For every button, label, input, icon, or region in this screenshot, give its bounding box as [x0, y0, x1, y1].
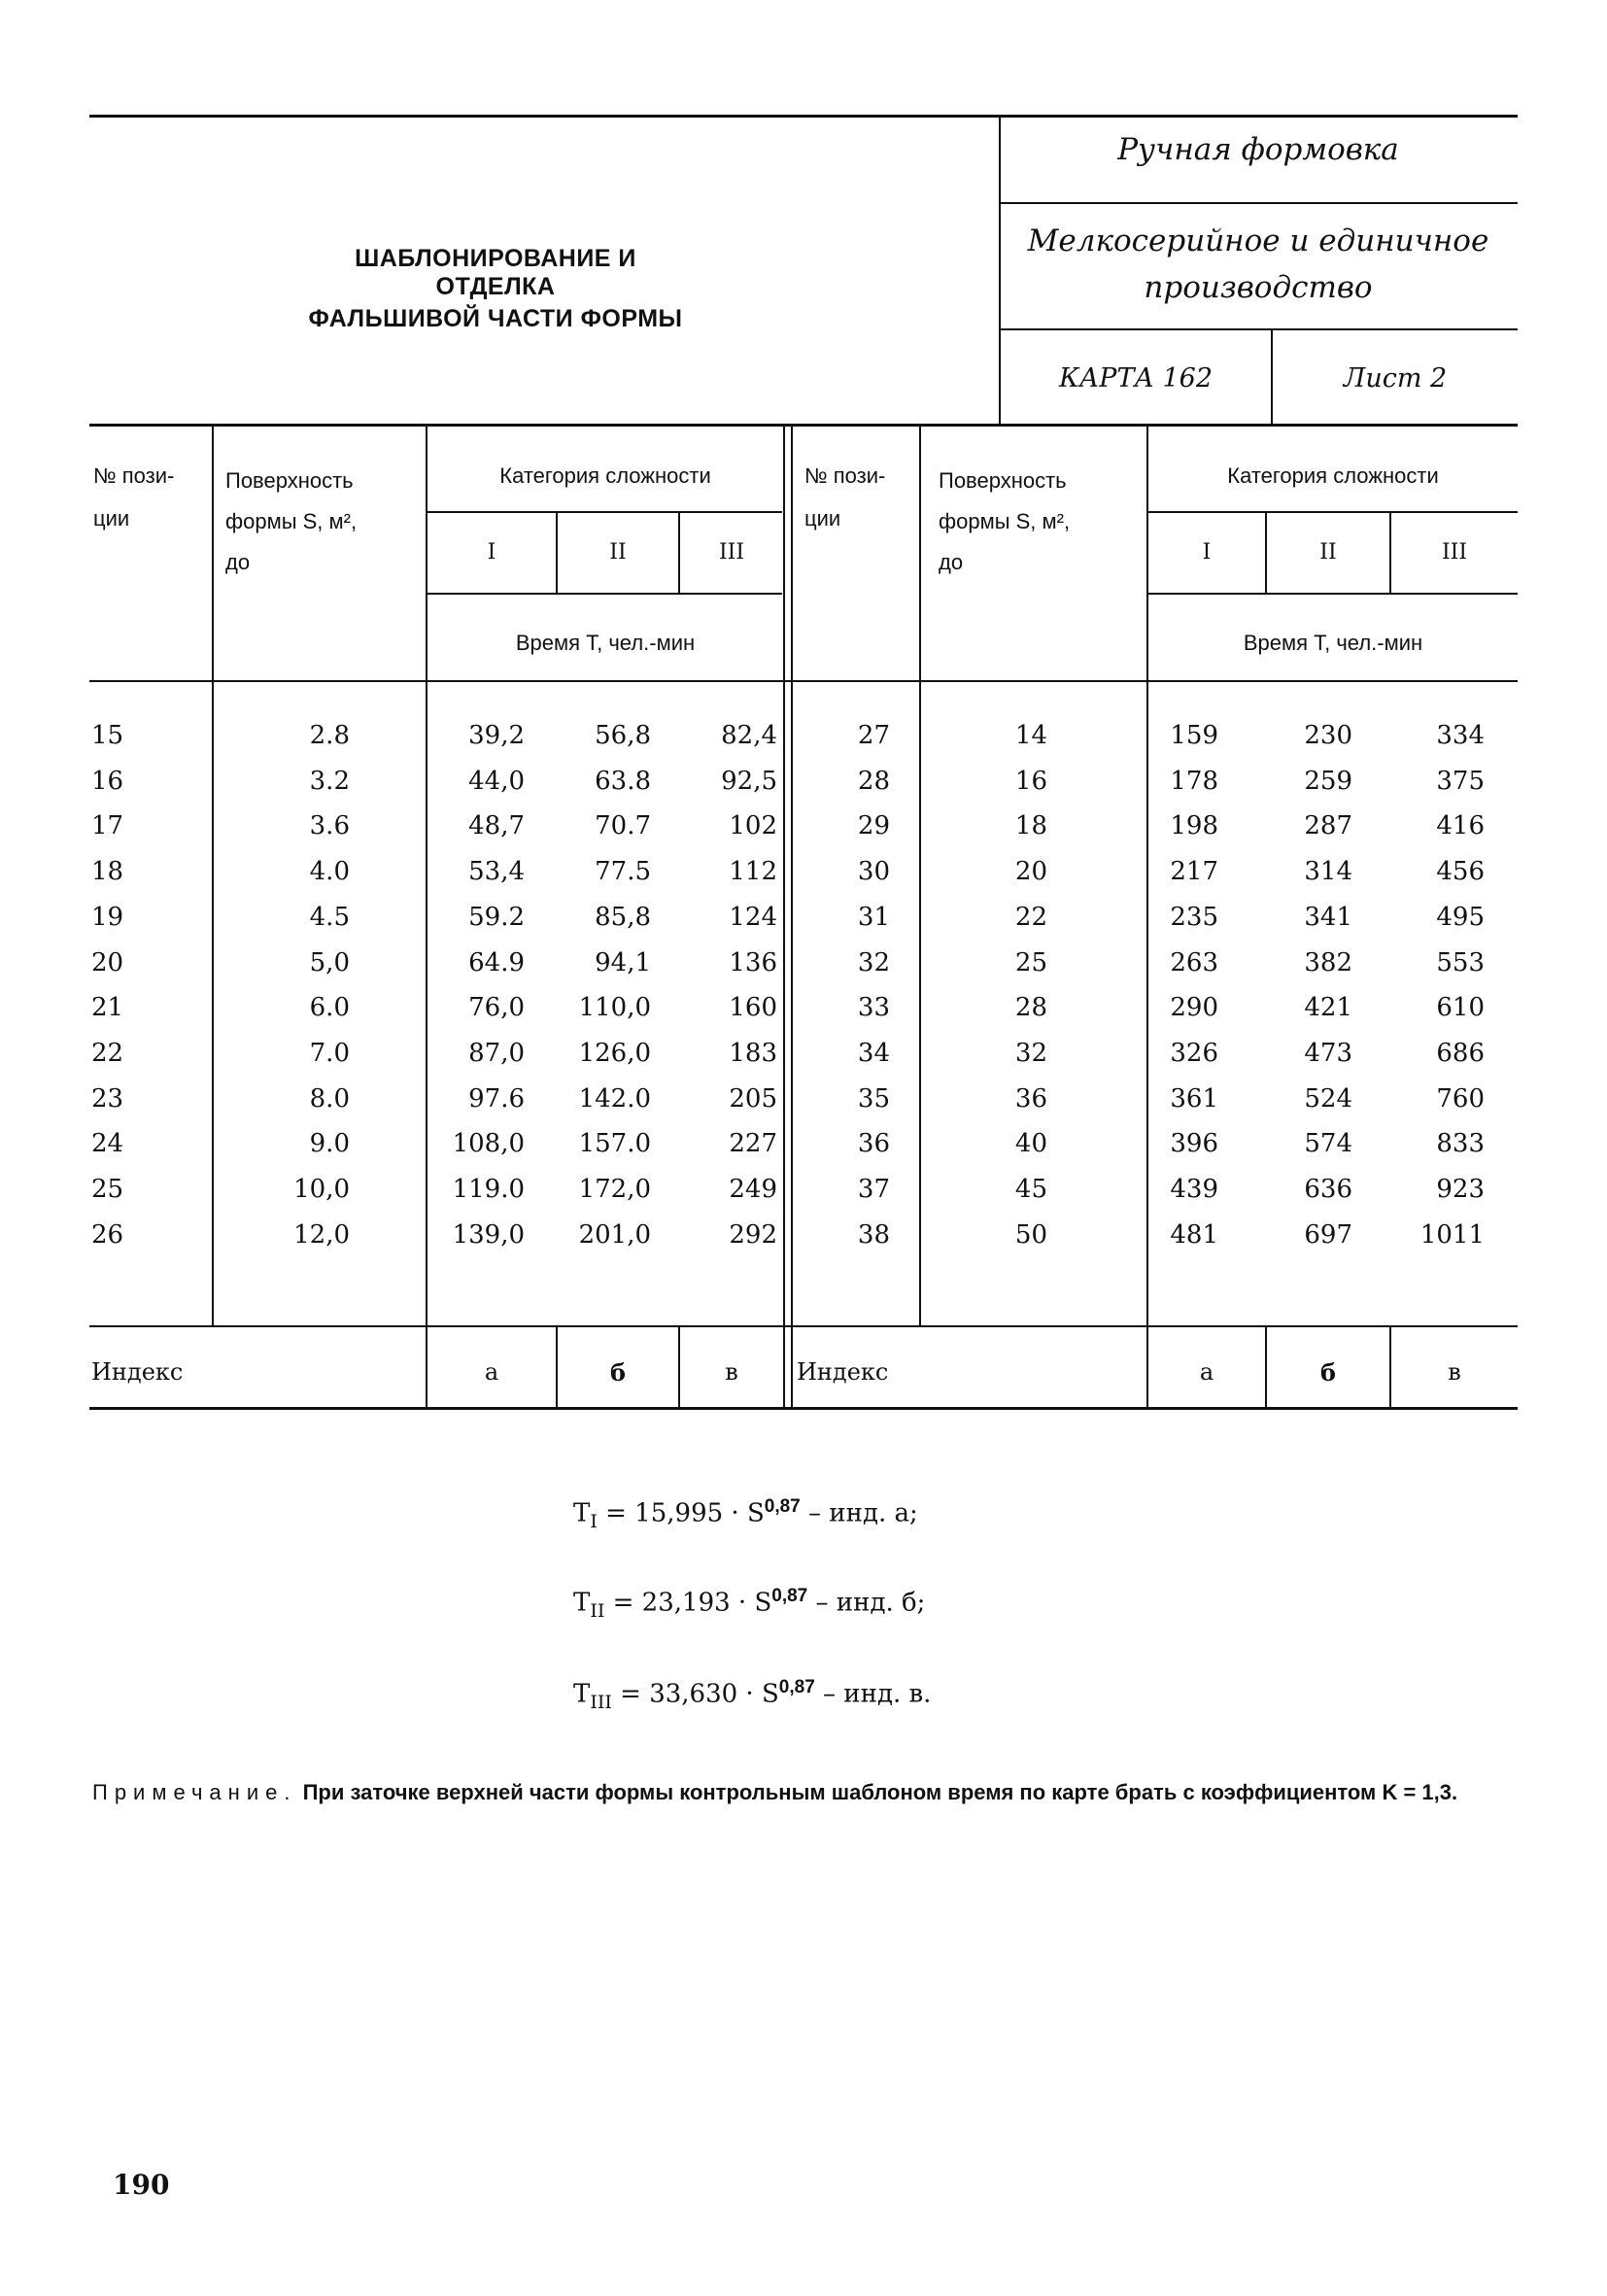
right-cell-r5-c1: 25: [1014, 947, 1047, 977]
formula-1-exp: 0,87: [764, 1496, 801, 1517]
right-cell-r9-c2: 396: [1170, 1129, 1218, 1159]
right-cat-I: I: [1202, 540, 1212, 565]
left-cell-r4-c3: 85,8: [595, 902, 651, 932]
right-col-category: Категория сложности: [1227, 463, 1439, 488]
right-cell-r2-c2: 198: [1170, 811, 1218, 841]
left-cell-r8-c3: 142.0: [578, 1083, 651, 1114]
formula-3-rhs: = 33,630 · S: [611, 1679, 779, 1709]
right-cell-r1-c2: 178: [1170, 766, 1218, 796]
right-cell-r1-c0: 28: [857, 766, 890, 796]
right-time-rule: [1148, 593, 1518, 595]
right-time-label: Время T, чел.-мин: [1243, 631, 1423, 655]
formula-3-sub: III: [590, 1691, 612, 1713]
right-cell-r5-c4: 553: [1436, 947, 1485, 977]
table-bottom-rule: [89, 1407, 1518, 1410]
left-cell-r4-c1: 4.5: [309, 902, 350, 932]
left-col-position-l2: ции: [93, 506, 130, 531]
right-col-surface-l2: формы S, м²,: [939, 509, 1071, 533]
left-cell-r8-c2: 97.6: [468, 1083, 525, 1114]
right-cell-r3-c2: 217: [1170, 857, 1218, 887]
right-cell-r11-c1: 50: [1014, 1219, 1047, 1250]
right-cell-r0-c2: 159: [1170, 721, 1218, 750]
right-cat-III: III: [1441, 540, 1468, 565]
left-cell-r9-c3: 157.0: [578, 1129, 651, 1159]
right-cell-r9-c0: 36: [857, 1129, 890, 1159]
left-cell-r0-c2: 39,2: [468, 721, 525, 750]
left-cell-r5-c0: 20: [91, 947, 124, 977]
left-cell-r10-c1: 10,0: [293, 1175, 350, 1204]
left-col-surface: [225, 461, 424, 583]
left-cell-r7-c1: 7.0: [309, 1038, 350, 1068]
vline-center-a: [783, 424, 785, 1407]
left-cell-r6-c2: 76,0: [468, 993, 525, 1023]
right-index-v: в: [1448, 1358, 1461, 1386]
left-cell-r9-c1: 9.0: [309, 1129, 350, 1159]
left-time-rule: [427, 593, 782, 595]
left-cell-r1-c4: 92,5: [721, 766, 777, 796]
left-cell-r9-c2: 108,0: [452, 1129, 525, 1159]
left-cell-r6-c0: 21: [91, 993, 124, 1023]
right-cell-r8-c0: 35: [857, 1083, 890, 1114]
left-cell-r0-c4: 82,4: [721, 721, 777, 750]
right-cell-r8-c1: 36: [1014, 1083, 1047, 1114]
right-cell-r4-c4: 495: [1436, 902, 1485, 932]
left-cell-r4-c2: 59.2: [468, 902, 525, 932]
left-cell-r0-c3: 56,8: [595, 721, 651, 750]
left-cell-r8-c0: 23: [91, 1083, 124, 1114]
formula-1-lhs: T: [573, 1498, 591, 1528]
production-line1: Мелкосерийное и единичное: [1027, 223, 1489, 258]
right-cell-r11-c0: 38: [857, 1219, 890, 1250]
left-cell-r5-c2: 64.9: [468, 947, 525, 977]
formula-2-rhs: = 23,193 · S: [604, 1588, 772, 1618]
left-cell-r2-c0: 17: [91, 811, 124, 841]
right-cell-r2-c1: 18: [1014, 811, 1047, 841]
left-cell-r6-c3: 110,0: [578, 993, 651, 1023]
right-cell-r3-c1: 20: [1014, 857, 1047, 887]
right-cell-r11-c4: 1011: [1419, 1219, 1485, 1250]
left-index-v: в: [725, 1358, 738, 1386]
right-cell-r7-c2: 326: [1170, 1038, 1218, 1068]
left-col-position: [93, 461, 208, 534]
left-category-rule: [427, 511, 782, 513]
formula-2: [573, 1586, 925, 1622]
left-cell-r1-c1: 3.2: [309, 766, 350, 796]
left-cell-r6-c4: 160: [729, 993, 777, 1023]
left-col-category: Категория сложности: [499, 463, 711, 488]
right-category-rule: [1148, 511, 1518, 513]
left-cell-r4-c0: 19: [91, 902, 124, 932]
left-cell-r2-c4: 102: [729, 811, 777, 841]
left-cell-r10-c3: 172,0: [578, 1175, 651, 1204]
right-cell-r8-c3: 524: [1304, 1083, 1352, 1114]
right-col-surface-l1: Поверхность: [939, 468, 1067, 493]
right-cell-r9-c4: 833: [1436, 1129, 1485, 1159]
right-cell-r6-c3: 421: [1304, 993, 1352, 1023]
left-cell-r2-c1: 3.6: [309, 811, 350, 841]
right-index-b: б: [1319, 1358, 1336, 1387]
top-rule: [89, 115, 1518, 118]
left-cell-r5-c4: 136: [729, 947, 777, 977]
right-cell-r1-c3: 259: [1304, 766, 1352, 796]
left-cell-r7-c0: 22: [91, 1038, 124, 1068]
left-cell-r7-c2: 87,0: [468, 1038, 525, 1068]
right-cell-r0-c1: 14: [1014, 721, 1047, 750]
right-index-a: а: [1199, 1358, 1214, 1386]
right-cell-r9-c1: 40: [1014, 1129, 1047, 1159]
left-cell-r6-c1: 6.0: [309, 993, 350, 1023]
header-rule-1: [1001, 202, 1518, 204]
left-cell-r8-c1: 8.0: [309, 1083, 350, 1114]
left-cell-r7-c3: 126,0: [578, 1038, 651, 1068]
left-col-surface-l1: Поверхность: [225, 468, 354, 493]
left-cell-r11-c2: 139,0: [452, 1219, 525, 1250]
right-cell-r5-c2: 263: [1170, 947, 1218, 977]
formula-3-exp: 0,87: [778, 1677, 815, 1697]
left-index-label: Индекс: [91, 1358, 184, 1386]
right-cell-r6-c2: 290: [1170, 993, 1218, 1023]
right-cell-r8-c2: 361: [1170, 1083, 1218, 1114]
right-cell-r0-c3: 230: [1304, 721, 1352, 750]
right-col-surface: [939, 461, 1143, 583]
page-title-line1: ШАБЛОНИРОВАНИЕ И ОТДЕЛКА: [355, 245, 636, 300]
left-cell-r11-c3: 201,0: [578, 1219, 651, 1250]
right-cell-r2-c3: 287: [1304, 811, 1352, 841]
left-cell-r2-c2: 48,7: [468, 811, 525, 841]
left-cell-r0-c0: 15: [91, 721, 124, 750]
left-time-label: Время T, чел.-мин: [515, 631, 696, 655]
formula-2-sub: II: [590, 1599, 605, 1622]
formula-3-lhs: T: [573, 1679, 591, 1709]
right-cell-r3-c0: 30: [857, 857, 890, 887]
left-index-a: а: [484, 1358, 499, 1386]
right-cell-r3-c3: 314: [1304, 857, 1352, 887]
note-text: При заточке верхней части формы контрольным шаблоном время по карте брать с коэффициентом K = 1,3.: [296, 1780, 1458, 1804]
left-cell-r3-c4: 112: [729, 857, 777, 887]
right-cell-r2-c4: 416: [1436, 811, 1485, 841]
left-cell-r3-c0: 18: [91, 857, 124, 887]
left-cell-r9-c0: 24: [91, 1129, 124, 1159]
page-title-line2: ФАЛЬШИВОЙ ЧАСТИ ФОРМЫ: [308, 305, 683, 332]
formula-1-sub: I: [590, 1510, 598, 1532]
left-cell-r10-c4: 249: [729, 1175, 777, 1204]
right-cell-r0-c0: 27: [857, 721, 890, 750]
left-cell-r3-c2: 53,4: [468, 857, 525, 887]
left-cell-r4-c4: 124: [729, 902, 777, 932]
table-header-bottom-rule: [89, 680, 1518, 682]
right-cell-r8-c4: 760: [1436, 1083, 1485, 1114]
page-number: 190: [113, 2169, 170, 2201]
left-cell-r1-c3: 63.8: [595, 766, 651, 796]
right-index-label: Индекс: [797, 1358, 889, 1386]
right-cell-r10-c4: 923: [1436, 1175, 1485, 1204]
left-cell-r8-c4: 205: [729, 1083, 777, 1114]
right-cell-r4-c0: 31: [857, 902, 890, 932]
right-col-position: [804, 461, 919, 534]
left-cell-r0-c1: 2.8: [309, 721, 350, 750]
right-cell-r0-c4: 334: [1436, 721, 1485, 750]
right-cell-r11-c2: 481: [1170, 1219, 1218, 1250]
right-cell-r11-c3: 697: [1304, 1219, 1352, 1250]
right-cell-r7-c4: 686: [1436, 1038, 1485, 1068]
right-cell-r9-c3: 574: [1304, 1129, 1352, 1159]
table-top-rule: [89, 424, 1518, 427]
note-label: Примечание.: [92, 1780, 297, 1804]
right-cell-r3-c4: 456: [1436, 857, 1485, 887]
right-cat-II: II: [1319, 540, 1337, 565]
right-cell-r7-c1: 32: [1014, 1038, 1047, 1068]
sheet-number: Лист 2: [1343, 363, 1448, 394]
formula-1: [573, 1496, 918, 1532]
formula-2-exp: 0,87: [771, 1586, 808, 1606]
formula-2-tail: – инд. б;: [807, 1588, 926, 1618]
left-cell-r11-c0: 26: [91, 1219, 124, 1250]
left-cat-III: III: [718, 540, 745, 565]
right-cell-r10-c2: 439: [1170, 1175, 1218, 1204]
left-cell-r11-c4: 292: [729, 1219, 777, 1250]
left-cell-r11-c1: 12,0: [293, 1219, 350, 1250]
left-cell-r10-c2: 119.0: [452, 1175, 525, 1204]
right-cell-r1-c1: 16: [1014, 766, 1047, 796]
right-cell-r7-c0: 34: [857, 1038, 890, 1068]
right-cell-r4-c3: 341: [1304, 902, 1352, 932]
right-cell-r10-c0: 37: [857, 1175, 890, 1204]
right-cell-r10-c3: 636: [1304, 1175, 1352, 1204]
left-cat-I: I: [487, 540, 496, 565]
right-cell-r2-c0: 29: [857, 811, 890, 841]
right-col-surface-l3: до: [939, 550, 964, 574]
right-cell-r6-c0: 33: [857, 993, 890, 1023]
left-col-surface-l3: до: [225, 550, 251, 574]
formula-1-rhs: = 15,995 · S: [597, 1498, 765, 1528]
process-type: Ручная формовка: [1117, 132, 1399, 167]
right-cell-r1-c4: 375: [1436, 766, 1485, 796]
right-cell-r5-c0: 32: [857, 947, 890, 977]
right-cell-r5-c3: 382: [1304, 947, 1352, 977]
right-cell-r4-c1: 22: [1014, 902, 1047, 932]
left-col-surface-l2: формы S, м²,: [225, 509, 358, 533]
production-line2: производство: [1144, 270, 1373, 305]
left-cell-r3-c3: 77.5: [595, 857, 651, 887]
left-cell-r10-c0: 25: [91, 1175, 124, 1204]
left-cell-r5-c3: 94,1: [595, 947, 651, 977]
right-col-position-l2: ции: [804, 506, 841, 531]
left-cell-r1-c0: 16: [91, 766, 124, 796]
left-cell-r1-c2: 44,0: [468, 766, 525, 796]
note: [92, 1774, 1511, 1811]
left-cell-r7-c4: 183: [729, 1038, 777, 1068]
left-cat-II: II: [609, 540, 627, 565]
left-cell-r2-c3: 70.7: [595, 811, 651, 841]
right-col-position-l1: № пози-: [804, 463, 886, 488]
right-cell-r6-c1: 28: [1014, 993, 1047, 1023]
right-cell-r6-c4: 610: [1436, 993, 1485, 1023]
right-cell-r4-c2: 235: [1170, 902, 1218, 932]
card-number: КАРТА 162: [1058, 363, 1214, 394]
formula-2-lhs: T: [573, 1588, 591, 1618]
left-cell-r3-c1: 4.0: [309, 857, 350, 887]
left-index-b: б: [609, 1358, 626, 1387]
left-cell-r5-c1: 5,0: [309, 947, 350, 977]
formula-3: [573, 1677, 931, 1713]
formula-1-tail: – инд. а;: [800, 1498, 918, 1528]
left-col-position-l1: № пози-: [93, 463, 175, 488]
right-cell-r10-c1: 45: [1014, 1175, 1047, 1204]
left-cell-r9-c4: 227: [729, 1129, 777, 1159]
formula-3-tail: – инд. в.: [814, 1679, 932, 1709]
right-cell-r7-c3: 473: [1304, 1038, 1352, 1068]
header-rule-2: [1001, 328, 1518, 330]
index-top-rule: [89, 1325, 1518, 1327]
